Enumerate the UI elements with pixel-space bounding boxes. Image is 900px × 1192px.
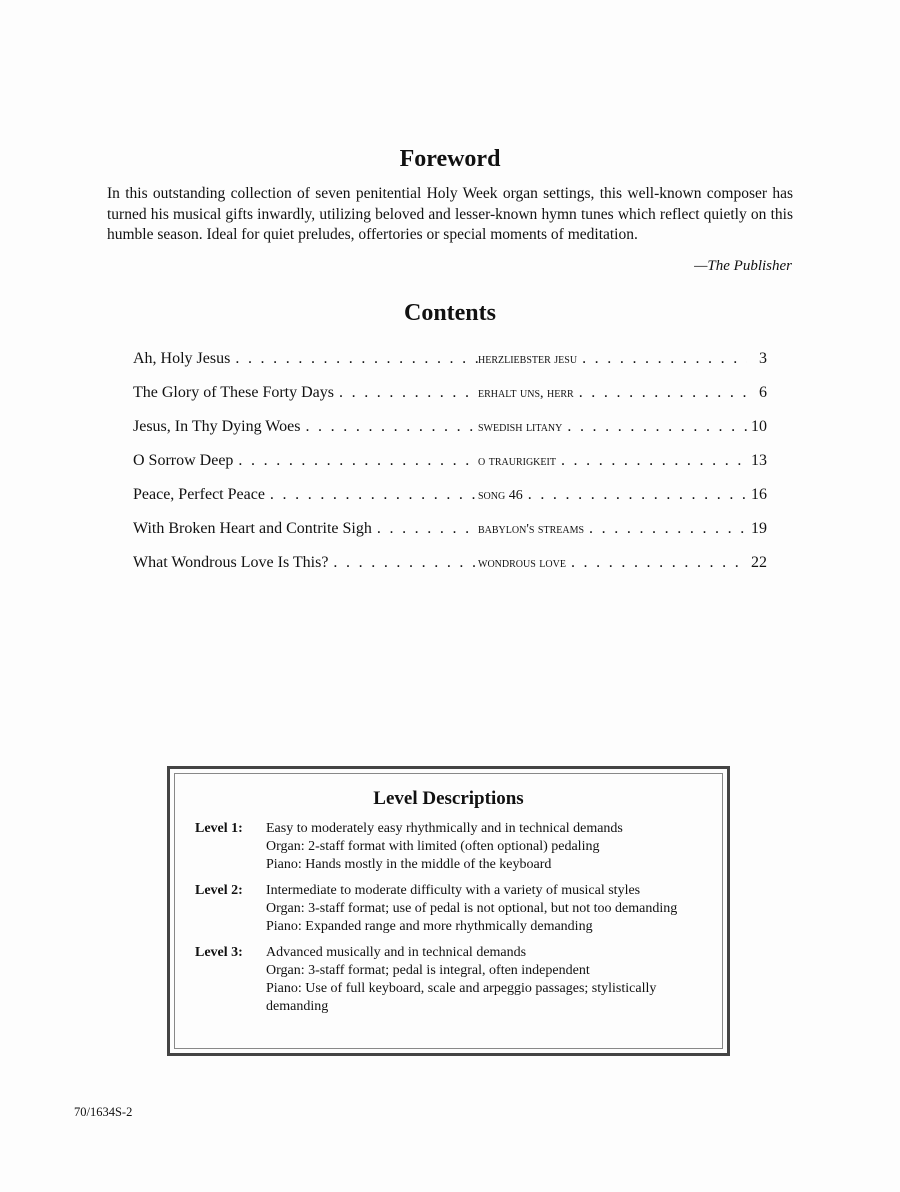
contents-title: Contents	[403, 300, 496, 326]
toc-page-number: 10	[751, 418, 767, 435]
toc-leader-dots	[577, 350, 747, 368]
toc-page-number: 13	[751, 452, 767, 469]
toc-row	[133, 452, 767, 486]
toc-leader-dots	[328, 554, 478, 572]
toc-leader-dots	[523, 486, 747, 504]
level-line: Easy to moderately easy rhythmically and in technical demands	[266, 821, 623, 836]
toc-row	[133, 520, 767, 554]
toc-page-number: 22	[751, 554, 767, 571]
toc-piece-title: What Wondrous Love Is This?	[133, 554, 329, 571]
level-line: Piano: Hands mostly in the middle of the keyboard	[266, 857, 552, 872]
level-line: Organ: 2-staff format with limited (often optional) pedaling	[266, 839, 600, 854]
level-descriptions-title: Level Descriptions	[373, 788, 524, 809]
toc-piece-title: Jesus, In Thy Dying Woes	[133, 418, 301, 435]
toc-page-number: 3	[759, 350, 767, 367]
level-line: Organ: 3-staff format; use of pedal is not optional, but not too demanding	[266, 901, 678, 916]
toc-hymn-tune: song 46	[478, 488, 523, 503]
catalog-code: 70/1634S-2	[74, 1105, 133, 1119]
foreword-title: Foreword	[399, 146, 501, 172]
level-descriptions-box	[167, 766, 730, 1056]
toc-row	[133, 418, 767, 452]
level-item	[175, 944, 722, 1016]
toc-leader-dots	[372, 520, 478, 538]
toc-leader-dots	[566, 554, 747, 572]
toc-leader-dots	[584, 520, 747, 538]
level-line: Advanced musically and in technical demands	[266, 945, 527, 960]
toc-leader-dots	[334, 384, 478, 402]
toc-piece-title: The Glory of These Forty Days	[133, 384, 334, 401]
toc-hymn-tune: babylon's streams	[478, 522, 585, 537]
level-label: Level 2:	[195, 883, 243, 898]
toc-piece-title: With Broken Heart and Contrite Sigh	[133, 520, 372, 537]
toc-hymn-tune: wondrous love	[478, 556, 566, 571]
toc-page-number: 16	[751, 486, 767, 503]
toc-row	[133, 384, 767, 418]
toc-hymn-tune: erhalt uns, herr	[478, 386, 574, 401]
foreword-attribution: —The Publisher	[694, 258, 792, 274]
toc-leader-dots	[265, 486, 478, 504]
level-label: Level 1:	[195, 821, 243, 836]
level-line: Organ: 3-staff format; pedal is integral, often independent	[266, 963, 590, 978]
toc-piece-title: Ah, Holy Jesus	[133, 350, 231, 367]
level-line: Intermediate to moderate difficulty with a variety of musical styles	[266, 883, 641, 898]
toc-hymn-tune: swedish litany	[478, 420, 563, 435]
level-line: Piano: Expanded range and more rhythmically demanding	[266, 919, 593, 934]
toc-leader-dots	[300, 418, 478, 436]
toc-leader-dots	[562, 418, 747, 436]
toc-row	[133, 486, 767, 520]
toc-leader-dots	[230, 350, 478, 368]
toc-page-number: 6	[759, 384, 767, 401]
toc-leader-dots	[556, 452, 747, 470]
toc-hymn-tune: o traurigkeit	[478, 454, 556, 469]
toc-piece-title: O Sorrow Deep	[133, 452, 234, 469]
level-item	[175, 820, 722, 874]
toc-leader-dots	[233, 452, 478, 470]
toc-page-number: 19	[751, 520, 767, 537]
level-label: Level 3:	[195, 945, 243, 960]
toc-piece-title: Peace, Perfect Peace	[133, 486, 265, 503]
toc-hymn-tune: herzliebster jesu	[478, 352, 578, 367]
toc-row	[133, 350, 767, 384]
level-descriptions-inner-frame	[174, 773, 723, 1049]
table-of-contents	[133, 350, 767, 588]
toc-leader-dots	[574, 384, 747, 402]
level-line: Piano: Use of full keyboard, scale and arpeggio passages; stylistically demanding	[266, 981, 657, 1014]
level-item	[175, 882, 722, 936]
toc-row	[133, 554, 767, 588]
foreword-body: In this outstanding collection of seven penitential Holy Week organ settings, this well-known composer has turned his musical gifts inwardly, utilizing beloved and lesser-known hymn tunes which reflect quietly on this humble season. Ideal for quiet preludes, offertories or special moments of meditation.	[107, 185, 793, 243]
